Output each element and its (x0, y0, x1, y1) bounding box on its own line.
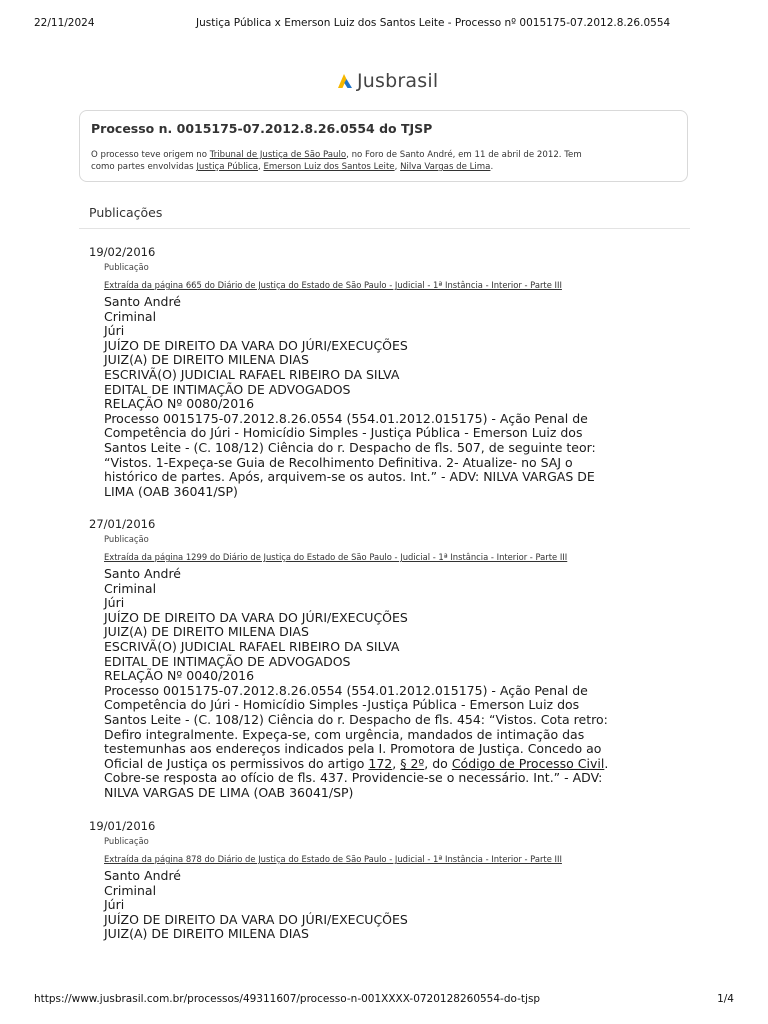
publication-type: Publicação (104, 534, 149, 544)
publication-line: JUIZ(A) DE DIREITO MILENA DIAS (104, 926, 309, 942)
law-link-paragrafo-2[interactable]: § 2º (400, 755, 425, 771)
publication-line: Santo André (104, 868, 182, 883)
publication-line: Criminal (104, 580, 157, 596)
publication-line: RELAÇÃO Nº 0040/2016 (104, 668, 255, 684)
publication-type: Publicação (104, 836, 149, 846)
publication-line: Criminal (104, 882, 157, 898)
publication-line: Júri (104, 595, 125, 611)
case-description (91, 149, 677, 173)
publication-line: NILVA VARGAS DE LIMA (OAB 36041/SP) (104, 784, 354, 800)
publication-line: Processo 0015175-07.2012.8.26.0554 (554.01.2012.015175) - Ação Penal de (104, 682, 588, 698)
print-url: https://www.jusbrasil.com.br/processos/49311607/processo-n-001XXXX-0720128260554-do-tjsp (34, 993, 541, 1005)
print-header (34, 17, 734, 31)
publication-source-link[interactable]: Extraída da página 878 do Diário de Justiça do Estado de São Paulo - Judicial - 1ª Instância - Interior - Parte III (104, 854, 562, 864)
publication-line: Santo André (104, 566, 182, 581)
publication-body (104, 567, 664, 801)
publication-line: “Vistos. 1-Expeça-se Guia de Recolhimento Definitiva. 2- Atualize- no SAJ o (104, 454, 573, 470)
publications-heading: Publicações (89, 205, 163, 220)
publication-line: Santos Leite - (C. 108/12) Ciência do r. Despacho de fls. 454: “Vistos. Cota retro: (104, 711, 608, 727)
publication-line: Júri (104, 323, 125, 339)
publication-line: EDITAL DE INTIMAÇÃO DE ADVOGADOS (104, 653, 351, 669)
publication-source-link[interactable]: Extraída da página 1299 do Diário de Justiça do Estado de São Paulo - Judicial - 1ª Instância - Interior - Parte III (104, 552, 568, 562)
brand-name: Jusbrasil (357, 70, 439, 92)
print-title: Justiça Pública x Emerson Luiz dos Santos Leite - Processo nº 0015175-07.2012.8.26.0554 (196, 17, 671, 29)
line-text: . (604, 755, 609, 771)
publication-line: Processo 0015175-07.2012.8.26.0554 (554.01.2012.015175) - Ação Penal de (104, 410, 588, 426)
line-text: , do (424, 755, 452, 771)
publication-line: histórico de partes. Após, arquivem-se os autos. Int.” - ADV: NILVA VARGAS DE (104, 469, 595, 485)
line-text: Oficial de Justiça os permissivos do artigo (104, 755, 369, 771)
publication-item (89, 517, 689, 801)
case-desc-text: , no Foro de Santo André, em 11 de abril de 2012. Tem (346, 150, 582, 160)
publication-line: Competência do Júri - Homicídio Simples -Justiça Pública - Emerson Luiz dos (104, 697, 580, 713)
publication-line: EDITAL DE INTIMAÇÃO DE ADVOGADOS (104, 381, 351, 397)
party-link-justica-publica[interactable]: Justiça Pública (196, 162, 258, 172)
publication-line: Criminal (104, 308, 157, 324)
publication-line: JUIZ(A) DE DIREITO MILENA DIAS (104, 624, 309, 640)
publication-line: Competência do Júri - Homicídio Simples - Justiça Pública - Emerson Luiz dos (104, 425, 583, 441)
publication-line: JUÍZO DE DIREITO DA VARA DO JÚRI/EXECUÇÕES (104, 337, 408, 353)
publication-line: Júri (104, 897, 125, 913)
line-text: , (392, 755, 401, 771)
publication-line: RELAÇÃO Nº 0080/2016 (104, 396, 255, 412)
publication-item (89, 245, 689, 499)
court-link[interactable]: Tribunal de Justiça de São Paulo (209, 150, 347, 160)
publication-line: Santos Leite - (C. 108/12) Ciência do r. Despacho de fls. 507, de seguinte teor: (104, 439, 596, 455)
case-desc-end: . (490, 162, 494, 172)
publication-line: Defiro integralmente. Expeça-se, com urgência, mandados de intimação das (104, 726, 585, 742)
page-number: 1/4 (717, 993, 734, 1005)
party-link-emerson[interactable]: Emerson Luiz dos Santos Leite (263, 162, 395, 172)
publication-line: ESCRIVÃ(O) JUDICIAL RAFAEL RIBEIRO DA SILVA (104, 638, 400, 654)
publication-body (104, 869, 664, 942)
publication-line: ESCRIVÃ(O) JUDICIAL RAFAEL RIBEIRO DA SILVA (104, 366, 400, 382)
section-divider (79, 228, 690, 229)
publication-date: 27/01/2016 (89, 517, 156, 531)
party-separator: , (257, 162, 264, 172)
print-footer (34, 993, 734, 1007)
publication-line: testemunhas aos endereços indicados pela I. Promotora de Justiça. Concedo ao (104, 741, 602, 757)
publication-line: Cobre-se resposta ao ofício de fls. 437. Providencie-se o necessário. Int.” - ADV: (104, 770, 603, 786)
law-link-artigo-172[interactable]: 172 (368, 755, 393, 771)
case-desc-text: como partes envolvidas (91, 162, 197, 172)
jusbrasil-logo-icon (337, 73, 353, 89)
publication-item (89, 819, 689, 942)
publication-line: LIMA (OAB 36041/SP) (104, 483, 238, 499)
party-link-nilva[interactable]: Nilva Vargas de Lima (400, 162, 491, 172)
publication-line: Santo André (104, 294, 182, 309)
publication-line: JUIZ(A) DE DIREITO MILENA DIAS (104, 352, 309, 368)
publication-date: 19/01/2016 (89, 819, 156, 833)
publication-line: JUÍZO DE DIREITO DA VARA DO JÚRI/EXECUÇÕES (104, 609, 408, 625)
case-desc-text: O processo teve origem no (91, 150, 210, 160)
party-separator: , (394, 162, 401, 172)
publication-date: 19/02/2016 (89, 245, 156, 259)
publication-source-link[interactable]: Extraída da página 665 do Diário de Justiça do Estado de São Paulo - Judicial - 1ª Instância - Interior - Parte III (104, 280, 562, 290)
publication-body (104, 295, 664, 499)
publication-line-with-links (104, 757, 664, 772)
jusbrasil-logo[interactable] (337, 69, 438, 93)
case-summary-card (79, 110, 688, 182)
print-date: 22/11/2024 (34, 17, 95, 29)
publication-line: JUÍZO DE DIREITO DA VARA DO JÚRI/EXECUÇÕES (104, 911, 408, 927)
case-title: Processo n. 0015175-07.2012.8.26.0554 do TJSP (91, 121, 433, 136)
law-link-cpc[interactable]: Código de Processo Civil (451, 755, 605, 771)
publication-type: Publicação (104, 262, 149, 272)
